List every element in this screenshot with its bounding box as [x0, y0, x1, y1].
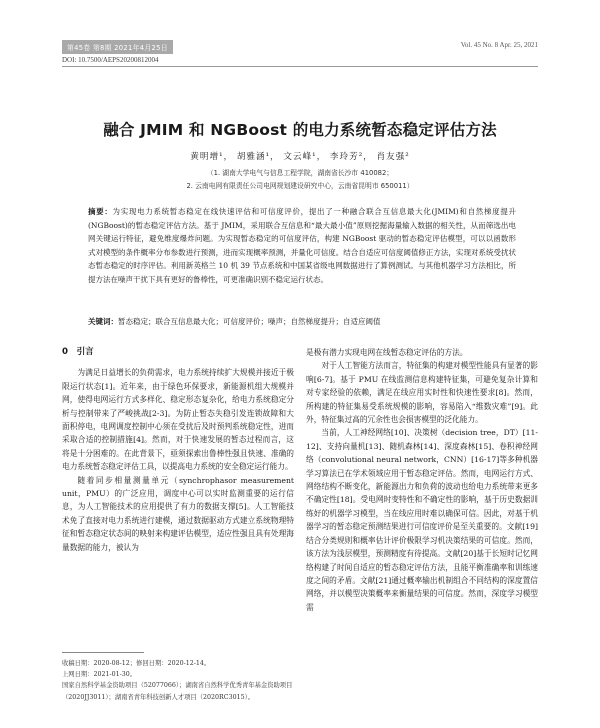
volume-info: Vol. 45 No. 8 Apr. 25, 2021 — [460, 41, 538, 49]
affiliation-1: （1. 湖南大学电气与信息工程学院，湖南省长沙市 410082； — [206, 169, 394, 177]
left-column — [62, 346, 294, 554]
author-list: 黄明增¹， 胡雅涵¹， 文云峰¹， 李玲芳²， 肖友强² — [190, 152, 410, 162]
body-paragraph: 对于人工智能方法而言，特征集的构建对模型性能具有显著的影响[6-7]。基于 PMU 在线监测信息构建特征集，可避免复杂计算和对专家经验的依赖，满足在线应用实时性和快速性要求[8]。然而，所构建的特征集易受系统规模的影响，容易陷入“维数灾难”[9]。此外，特征集过高的冗余性也会损害模型的泛化能力。 — [306, 361, 538, 425]
keywords-label: 关键词： — [88, 317, 118, 326]
body-paragraph: 为满足日益增长的负荷需求，电力系统持续扩大规模并接近于极限运行状态[1]。近年来，由于绿色环保要求，新能源机组大规模并网，使得电网运行方式多样化、稳定形态复杂化，给电力系统稳定分析与控制带来了严峻挑战[2-3]。为防止暂态失稳引发连锁故障和大面积停电，电网调度控制中心须在受扰后及时预判系统稳定性，进而采取合适的控制措施[4]。然而，对于快速发展的暂态过程而言，这将是十分困难的。在此背景下，亟须探索出鲁棒性强且快速、准确的电力系统暂态稳定评估工具，以提高电力系统的安全稳定运行能力。 — [62, 368, 294, 472]
footnote-funding: 国家自然科学基金资助项目（52077066）；湖南省自然科学优秀青年基金资助项目（2020JJ3011）；湖南省青年科技创新人才项目（2020RC3015）。 — [62, 682, 293, 701]
abstract — [88, 205, 516, 287]
affiliation-2: 2. 云南电网有限责任公司电网规划建设研究中心，云南省昆明市 650011） — [186, 182, 414, 190]
paper-title: 融合 JMIM 和 NGBoost 的电力系统暂态稳定评估方法 — [103, 121, 497, 139]
doi: DOI: 10.7500/AEPS20200812004 — [62, 56, 159, 64]
abstract-label: 摘要： — [88, 207, 113, 216]
body-paragraph: 当前，人工神经网络[10]、决策树（decision tree，DT）[11-12]、支持向量机[13]、随机森林[14]、深度森林[15]、卷积神经网络（convolutional neural network，CNN）[16-17]等多种机器学习算法已在学术领域应用于暂态稳定评估。然而，电网运行方式、网络结构不断变化，新能源出力和负荷的波动也给电力系统带来更多不确定性[18]。受电网时变特性和不确定性的影响，基于历史数据训练好的机器学习模型，当在线应用时难以确保可信。因此，对基于机器学习的暂态稳定预测结果进行可信度评价是至关重要的。文献[19]结合分类规则和概率估计评价极限学习机决策结果的可信度。然而，该方法为浅层模型，预测精度有待提高。文献[20]基于长短时记忆网络构建了时间自适应的暂态稳定评估方法，且能平衡准确率和训练速度之间的矛盾。文献[21]通过概率输出机制组合不同结构的深度置信网络，并以模型决策概率来衡量结果的可信度。然而，深度学习模型需 — [306, 428, 538, 612]
abstract-text: 为实现电力系统暂态稳定在线快速评估和可信度评价，提出了一种融合联合互信息最大化(JMIM)和自然梯度提升(NGBoost)的暂态稳定评估方法。基于 JMIM，采用联合互信息和“最大最小值”原则挖掘海量输入数据的相关性，从而筛选出电网关键运行特征，避免维度爆炸问题。为实现暂态稳定的可信度评估，构建 NGBoost 驱动的暂态稳定评估模型，可以以函数形式对模型的条件概率分布参数进行预测，进而实现概率预测，并量化可信度。结合自适应可信度阈值修正方法，实现对系统受扰状态暂态稳定的时序评估。利用新英格兰 10 机 39 节点系统和中国某省级电网数据进行了算例测试。与其他机器学习方法相比，所提方法在噪声干扰下具有更好的鲁棒性，可更准确识别不稳定运行状态。 — [88, 207, 516, 284]
footnote-online: 上网日期：2021-01-30。 — [62, 671, 137, 679]
running-head — [62, 40, 538, 52]
body-paragraph: 是极有潜力实现电网在线暂态稳定评估的方法。 — [306, 348, 468, 357]
footnote-received: 收稿日期：2020-08-12；修回日期：2020-12-14。 — [62, 660, 211, 667]
right-column — [306, 346, 538, 614]
keywords — [88, 316, 516, 328]
header-divider — [62, 66, 538, 67]
body-paragraph: 随着同步相量测量单元（synchrophasor measurement unit，PMU）的广泛应用，调度中心可以实时监测重要的运行信息，为人工智能技术的应用提供了有力的数据支撑[5]。人工智能技术免了直接对电力系统进行建模，通过数据驱动方式建立系统物理特征和暂态稳定状态间的映射来构建评估模型，适应性强且具有处理海量数据的能力，被认为 — [62, 475, 294, 552]
issue-tag: 第45卷 第8期 2021年4月25日 — [62, 40, 173, 54]
footnotes — [62, 658, 294, 703]
keywords-text: 暂态稳定；联合互信息最大化；可信度评价；噪声；自然梯度提升；自适应阈值 — [118, 317, 381, 326]
section-heading-intro: 0 引言 — [62, 347, 94, 357]
footnote-divider — [62, 652, 144, 653]
